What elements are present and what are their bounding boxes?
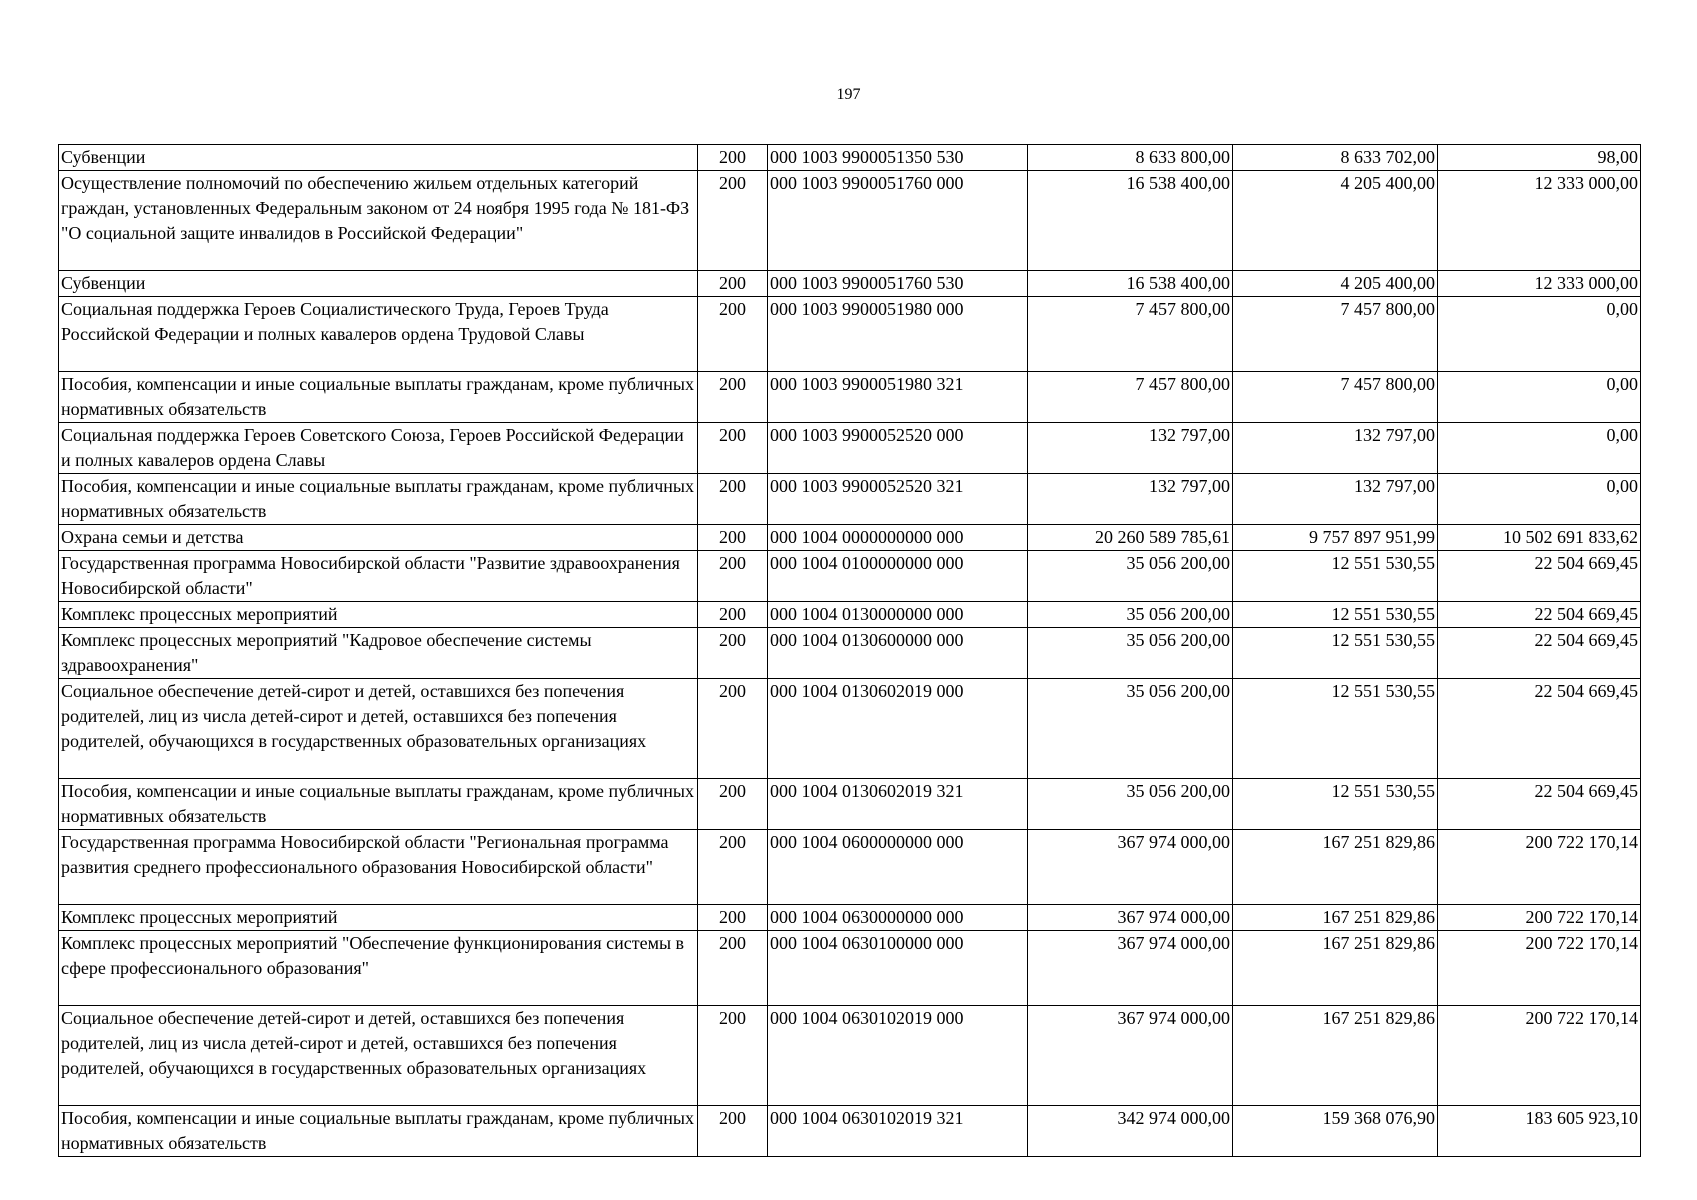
row-name: Социальная поддержка Героев Социалистического Труда, Героев Труда Российской Федерации и полных кавалеров ордена Трудовой Славы xyxy=(59,297,698,372)
row-unexecuted: 10 502 691 833,62 xyxy=(1438,525,1641,551)
row-code: 200 xyxy=(698,830,768,905)
row-name: Пособия, компенсации и иные социальные выплаты гражданам, кроме публичных нормативных обязательств xyxy=(59,474,698,525)
table-row xyxy=(59,779,1641,830)
budget-table xyxy=(58,144,1641,1157)
row-kbk: 000 1004 0100000000 000 xyxy=(768,551,1028,602)
row-executed: 9 757 897 951,99 xyxy=(1233,525,1438,551)
row-code: 200 xyxy=(698,372,768,423)
row-unexecuted: 0,00 xyxy=(1438,474,1641,525)
row-code: 200 xyxy=(698,779,768,830)
row-kbk: 000 1004 0630102019 321 xyxy=(768,1106,1028,1157)
row-approved: 367 974 000,00 xyxy=(1028,1006,1233,1106)
row-kbk: 000 1003 9900051760 530 xyxy=(768,271,1028,297)
row-unexecuted: 200 722 170,14 xyxy=(1438,905,1641,931)
row-code: 200 xyxy=(698,474,768,525)
row-unexecuted: 200 722 170,14 xyxy=(1438,1006,1641,1106)
row-code: 200 xyxy=(698,171,768,271)
row-approved: 16 538 400,00 xyxy=(1028,171,1233,271)
row-executed: 4 205 400,00 xyxy=(1233,171,1438,271)
row-approved: 7 457 800,00 xyxy=(1028,297,1233,372)
row-approved: 35 056 200,00 xyxy=(1028,779,1233,830)
row-name: Субвенции xyxy=(59,145,698,171)
row-executed: 132 797,00 xyxy=(1233,474,1438,525)
row-kbk: 000 1004 0630000000 000 xyxy=(768,905,1028,931)
table-row xyxy=(59,171,1641,271)
row-unexecuted: 22 504 669,45 xyxy=(1438,779,1641,830)
row-code: 200 xyxy=(698,525,768,551)
table-row xyxy=(59,372,1641,423)
row-approved: 20 260 589 785,61 xyxy=(1028,525,1233,551)
row-approved: 367 974 000,00 xyxy=(1028,830,1233,905)
row-approved: 35 056 200,00 xyxy=(1028,602,1233,628)
row-code: 200 xyxy=(698,602,768,628)
row-executed: 167 251 829,86 xyxy=(1233,905,1438,931)
table-row xyxy=(59,271,1641,297)
row-code: 200 xyxy=(698,1106,768,1157)
row-approved: 8 633 800,00 xyxy=(1028,145,1233,171)
row-kbk: 000 1004 0000000000 000 xyxy=(768,525,1028,551)
table-row xyxy=(59,628,1641,679)
row-executed: 7 457 800,00 xyxy=(1233,297,1438,372)
row-kbk: 000 1004 0630100000 000 xyxy=(768,931,1028,1006)
row-executed: 12 551 530,55 xyxy=(1233,779,1438,830)
row-name: Государственная программа Новосибирской области "Региональная программа развития среднего профессионального образования Новосибирской области" xyxy=(59,830,698,905)
row-unexecuted: 0,00 xyxy=(1438,372,1641,423)
row-executed: 12 551 530,55 xyxy=(1233,628,1438,679)
row-executed: 167 251 829,86 xyxy=(1233,830,1438,905)
row-name: Социальное обеспечение детей-сирот и детей, оставшихся без попечения родителей, лиц из числа детей-сирот и детей, оставшихся без попечения родителей, обучающихся в государственных образовательных организациях xyxy=(59,679,698,779)
row-unexecuted: 12 333 000,00 xyxy=(1438,271,1641,297)
row-kbk: 000 1003 9900051350 530 xyxy=(768,145,1028,171)
row-code: 200 xyxy=(698,628,768,679)
row-unexecuted: 22 504 669,45 xyxy=(1438,628,1641,679)
row-approved: 367 974 000,00 xyxy=(1028,905,1233,931)
row-unexecuted: 0,00 xyxy=(1438,297,1641,372)
row-unexecuted: 22 504 669,45 xyxy=(1438,679,1641,779)
row-executed: 8 633 702,00 xyxy=(1233,145,1438,171)
row-kbk: 000 1004 0130600000 000 xyxy=(768,628,1028,679)
table-row xyxy=(59,1106,1641,1157)
row-approved: 35 056 200,00 xyxy=(1028,628,1233,679)
row-code: 200 xyxy=(698,145,768,171)
row-name: Охрана семьи и детства xyxy=(59,525,698,551)
row-approved: 7 457 800,00 xyxy=(1028,372,1233,423)
row-code: 200 xyxy=(698,297,768,372)
table-row xyxy=(59,602,1641,628)
row-code: 200 xyxy=(698,679,768,779)
row-unexecuted: 183 605 923,10 xyxy=(1438,1106,1641,1157)
row-executed: 159 368 076,90 xyxy=(1233,1106,1438,1157)
row-approved: 35 056 200,00 xyxy=(1028,679,1233,779)
row-approved: 16 538 400,00 xyxy=(1028,271,1233,297)
table-row xyxy=(59,297,1641,372)
row-kbk: 000 1004 0630102019 000 xyxy=(768,1006,1028,1106)
row-name: Пособия, компенсации и иные социальные выплаты гражданам, кроме публичных нормативных обязательств xyxy=(59,372,698,423)
row-executed: 132 797,00 xyxy=(1233,423,1438,474)
row-name: Пособия, компенсации и иные социальные выплаты гражданам, кроме публичных нормативных обязательств xyxy=(59,1106,698,1157)
table-row xyxy=(59,551,1641,602)
table-row xyxy=(59,145,1641,171)
table-row xyxy=(59,905,1641,931)
row-name: Комплекс процессных мероприятий xyxy=(59,602,698,628)
row-name: Комплекс процессных мероприятий xyxy=(59,905,698,931)
row-kbk: 000 1004 0130000000 000 xyxy=(768,602,1028,628)
row-name: Пособия, компенсации и иные социальные выплаты гражданам, кроме публичных нормативных обязательств xyxy=(59,779,698,830)
row-name: Государственная программа Новосибирской области "Развитие здравоохранения Новосибирской области" xyxy=(59,551,698,602)
row-code: 200 xyxy=(698,905,768,931)
row-kbk: 000 1004 0600000000 000 xyxy=(768,830,1028,905)
row-approved: 342 974 000,00 xyxy=(1028,1106,1233,1157)
row-unexecuted: 98,00 xyxy=(1438,145,1641,171)
row-name: Социальная поддержка Героев Советского Союза, Героев Российской Федерации и полных кавалеров ордена Славы xyxy=(59,423,698,474)
row-kbk: 000 1003 9900051760 000 xyxy=(768,171,1028,271)
row-kbk: 000 1004 0130602019 321 xyxy=(768,779,1028,830)
row-unexecuted: 22 504 669,45 xyxy=(1438,602,1641,628)
page-number: 197 xyxy=(836,86,861,103)
row-code: 200 xyxy=(698,1006,768,1106)
table-row xyxy=(59,830,1641,905)
row-approved: 132 797,00 xyxy=(1028,423,1233,474)
row-unexecuted: 12 333 000,00 xyxy=(1438,171,1641,271)
row-approved: 132 797,00 xyxy=(1028,474,1233,525)
row-executed: 12 551 530,55 xyxy=(1233,679,1438,779)
row-code: 200 xyxy=(698,931,768,1006)
table-row xyxy=(59,1006,1641,1106)
row-code: 200 xyxy=(698,423,768,474)
row-approved: 367 974 000,00 xyxy=(1028,931,1233,1006)
row-name: Комплекс процессных мероприятий "Кадровое обеспечение системы здравоохранения" xyxy=(59,628,698,679)
row-kbk: 000 1003 9900052520 000 xyxy=(768,423,1028,474)
row-kbk: 000 1003 9900052520 321 xyxy=(768,474,1028,525)
table-row xyxy=(59,679,1641,779)
row-name: Субвенции xyxy=(59,271,698,297)
row-code: 200 xyxy=(698,551,768,602)
table-row xyxy=(59,931,1641,1006)
row-executed: 4 205 400,00 xyxy=(1233,271,1438,297)
row-approved: 35 056 200,00 xyxy=(1028,551,1233,602)
row-executed: 7 457 800,00 xyxy=(1233,372,1438,423)
row-executed: 12 551 530,55 xyxy=(1233,551,1438,602)
row-name: Комплекс процессных мероприятий "Обеспечение функционирования системы в сфере профессионального образования" xyxy=(59,931,698,1006)
row-name: Социальное обеспечение детей-сирот и детей, оставшихся без попечения родителей, лиц из числа детей-сирот и детей, оставшихся без попечения родителей, обучающихся в государственных образовательных организациях xyxy=(59,1006,698,1106)
row-unexecuted: 200 722 170,14 xyxy=(1438,830,1641,905)
table-row xyxy=(59,474,1641,525)
row-executed: 167 251 829,86 xyxy=(1233,1006,1438,1106)
row-kbk: 000 1003 9900051980 000 xyxy=(768,297,1028,372)
row-name: Осуществление полномочий по обеспечению жильем отдельных категорий граждан, установленных Федеральным законом от 24 ноября 1995 года № 181-ФЗ "О социальной защите инвалидов в Российской Федерации" xyxy=(59,171,698,271)
table-row xyxy=(59,423,1641,474)
row-unexecuted: 0,00 xyxy=(1438,423,1641,474)
row-unexecuted: 200 722 170,14 xyxy=(1438,931,1641,1006)
row-kbk: 000 1003 9900051980 321 xyxy=(768,372,1028,423)
row-kbk: 000 1004 0130602019 000 xyxy=(768,679,1028,779)
row-executed: 167 251 829,86 xyxy=(1233,931,1438,1006)
row-unexecuted: 22 504 669,45 xyxy=(1438,551,1641,602)
row-executed: 12 551 530,55 xyxy=(1233,602,1438,628)
table-row xyxy=(59,525,1641,551)
row-code: 200 xyxy=(698,271,768,297)
